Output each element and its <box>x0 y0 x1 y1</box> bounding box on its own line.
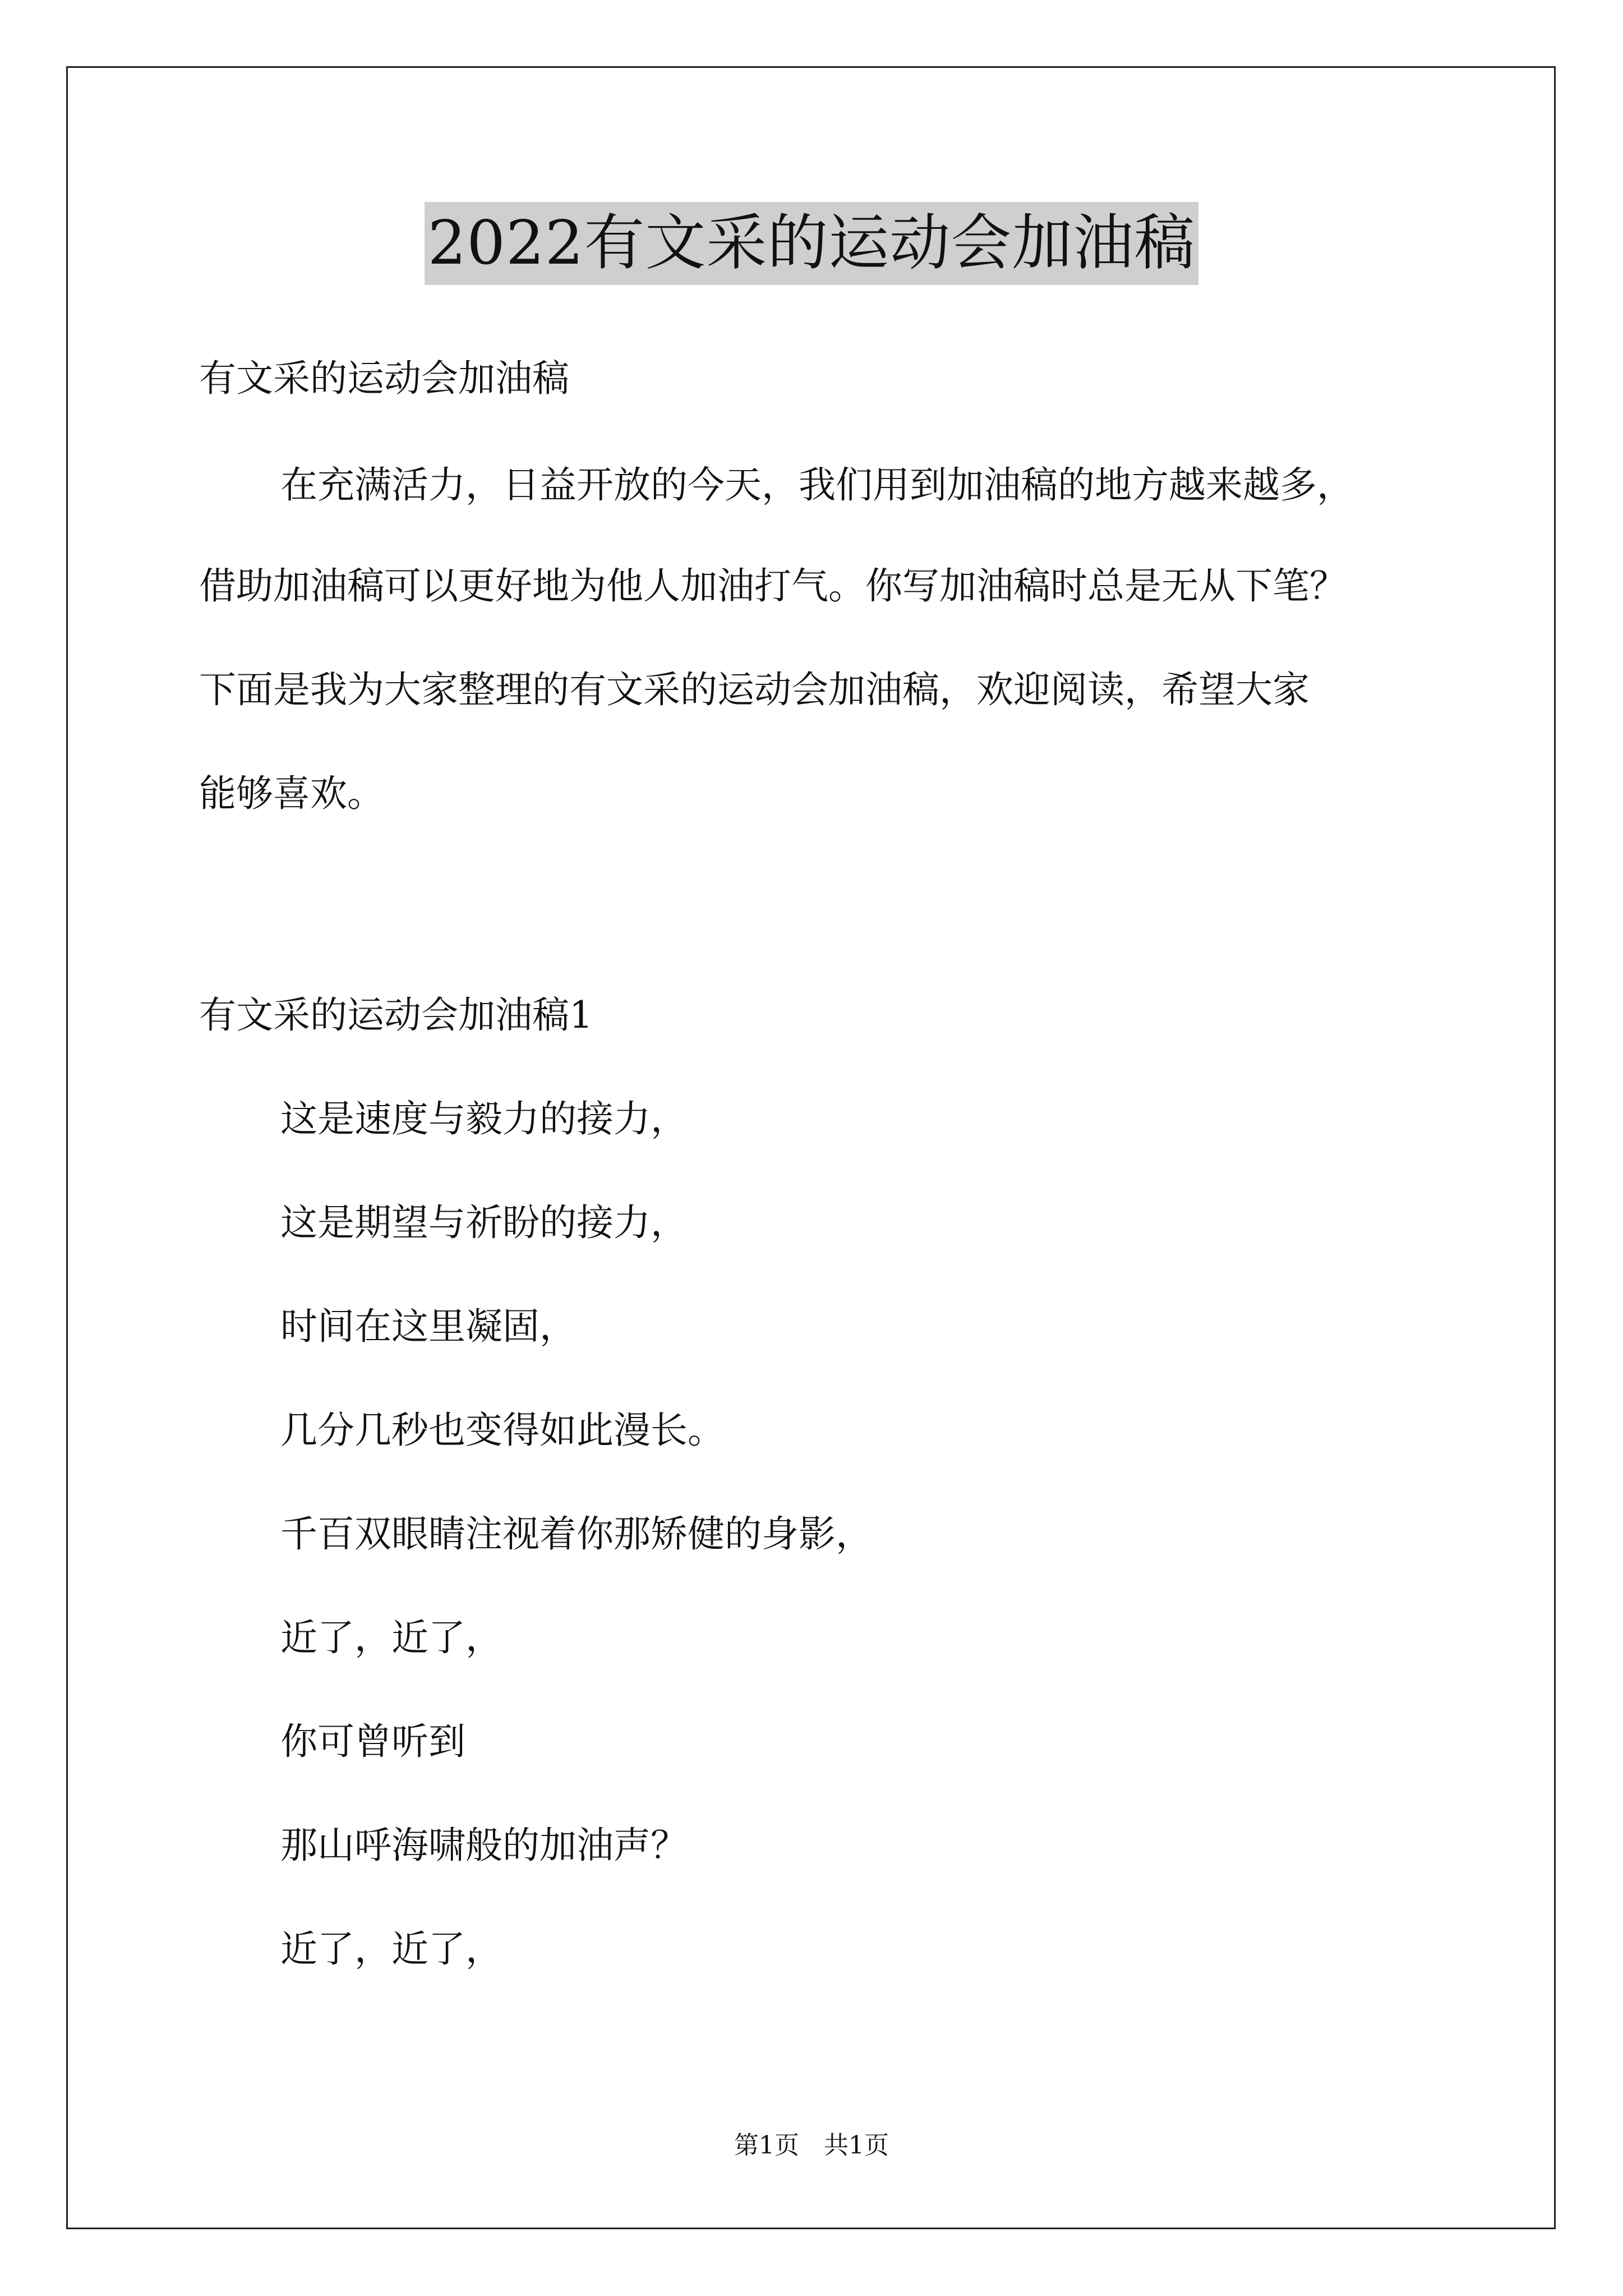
poem-line-9: 近了，近了， <box>280 1927 502 1971</box>
poem-line-4: 几分几秒也变得如此漫长。 <box>280 1409 725 1452</box>
section-heading: 有文采的运动会加油稿1 <box>199 993 593 1037</box>
poem-line-6: 近了，近了， <box>280 1616 502 1659</box>
intro-line-3: 下面是我为大家整理的有文采的运动会加油稿，欢迎阅读，希望大家 <box>199 668 1310 711</box>
intro-line-2: 借助加油稿可以更好地为他人加油打气。你写加油稿时总是无从下笔？ <box>199 564 1347 608</box>
poem-line-7: 你可曾听到 <box>280 1720 465 1763</box>
poem-line-5: 千百双眼睛注视着你那矫健的身影， <box>280 1512 873 1556</box>
intro-line-4: 能够喜欢。 <box>199 772 384 815</box>
poem-line-3: 时间在这里凝固， <box>280 1305 577 1348</box>
poem-line-1: 这是速度与毅力的接力， <box>280 1097 688 1140</box>
document-title: 2022有文采的运动会加油稿 <box>425 202 1199 285</box>
poem-line-8: 那山呼海啸般的加油声？ <box>280 1824 688 1867</box>
intro-line-1: 在充满活力，日益开放的今天，我们用到加油稿的地方越来越多， <box>280 463 1354 507</box>
subtitle: 有文采的运动会加油稿 <box>199 357 569 400</box>
poem-line-2: 这是期望与祈盼的接力， <box>280 1201 688 1244</box>
page-footer: 第1页 共1页 <box>734 2131 889 2160</box>
title-container <box>0 202 1623 285</box>
